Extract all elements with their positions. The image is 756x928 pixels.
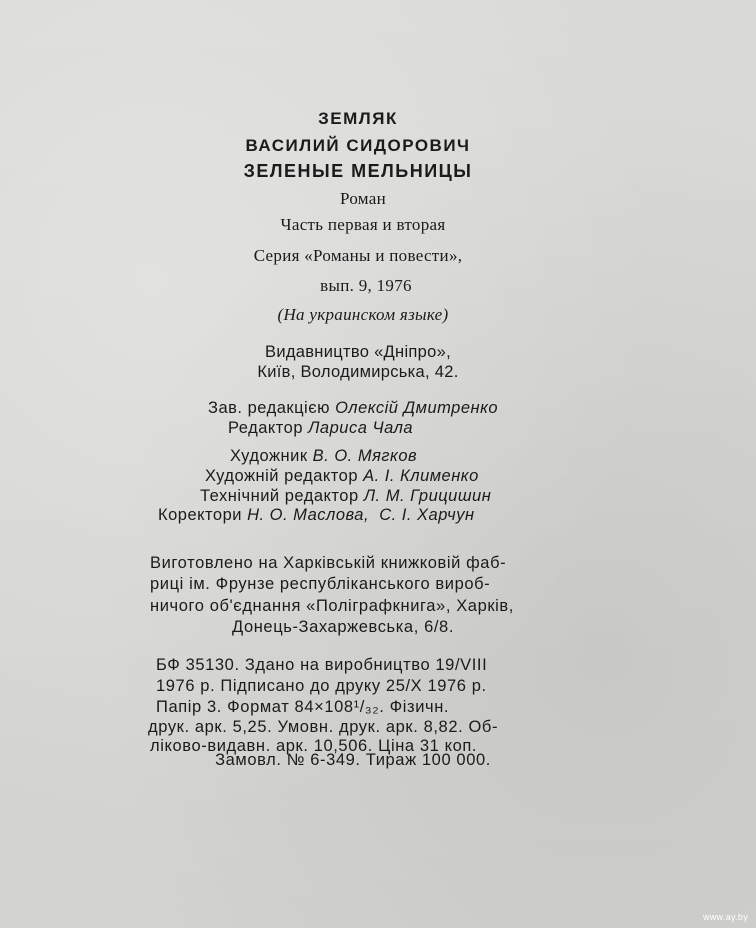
publisher-line-2: Київ, Володимирська, 42. (257, 363, 459, 381)
credit-art-editor-name: А. І. Клименко (363, 467, 479, 485)
language-note: (На украинском языке) (277, 305, 449, 324)
printing-line-2: риці ім. Фрунзе республіканського вироб- (150, 575, 491, 593)
series: Серия «Романы и повести», (253, 246, 463, 265)
credit-proofreaders-role: Коректори (158, 506, 242, 524)
book-title: ЗЕЛЕНЫЕ МЕЛЬНИЦЫ (243, 161, 473, 181)
printing-line-1: Виготовлено на Харківській книжковій фаб- (150, 554, 507, 572)
author-surname: ЗЕМЛЯК (318, 109, 398, 128)
credit-artist (230, 448, 417, 465)
credit-art-editor-role: Художній редактор (205, 467, 359, 485)
printing-line-4: Донець-Захаржевська, 6/8. (231, 618, 454, 636)
editor (228, 420, 413, 437)
parts: Часть первая и вторая (280, 215, 446, 234)
imprint-line-3: Папір 3. Формат 84×108¹/₃₂. Фізичн. (156, 698, 450, 716)
imprint-line-5: ліково-видавн. арк. 10,506. Ціна 31 коп. (150, 737, 478, 755)
imprint-line-2: 1976 р. Підписано до друку 25/Х 1976 р. (156, 677, 487, 695)
editor-head (208, 400, 498, 417)
author-name: ВАСИЛИЙ СИДОРОВИЧ (245, 136, 471, 155)
credit-tech-editor-name: Л. М. Грицишин (363, 487, 492, 505)
editor-name: Лариса Чала (308, 419, 414, 437)
watermark: www.ay.by (702, 912, 748, 922)
editor-head-role: Зав. редакцією (208, 399, 331, 417)
imprint-line-6: Замовл. № 6-349. Тираж 100 000. (215, 751, 491, 769)
credit-art-editor (205, 468, 479, 485)
editor-role: Редактор (228, 419, 304, 437)
imprint-line-4: друк. арк. 5,25. Умовн. друк. арк. 8,82. Об- (148, 718, 499, 736)
editor-head-name: Олексій Дмитренко (335, 399, 499, 417)
credit-proofreaders-name: Н. О. Маслова, С. І. Харчун (247, 506, 475, 524)
genre: Роман (340, 189, 386, 208)
credit-proofreaders (158, 507, 475, 524)
issue: вып. 9, 1976 (320, 276, 412, 295)
credit-tech-editor-role: Технічний редактор (200, 487, 359, 505)
imprint-line-1: БФ 35130. Здано на виробництво 19/VIII (156, 656, 488, 674)
credit-artist-role: Художник (230, 447, 308, 465)
credit-artist-name: В. О. Мягков (312, 447, 418, 465)
printing-line-3: ничого об'єднання «Поліграфкнига», Харків, (150, 597, 514, 615)
publisher-line-1: Видавництво «Дніпро», (265, 343, 451, 361)
credit-tech-editor (200, 488, 491, 505)
